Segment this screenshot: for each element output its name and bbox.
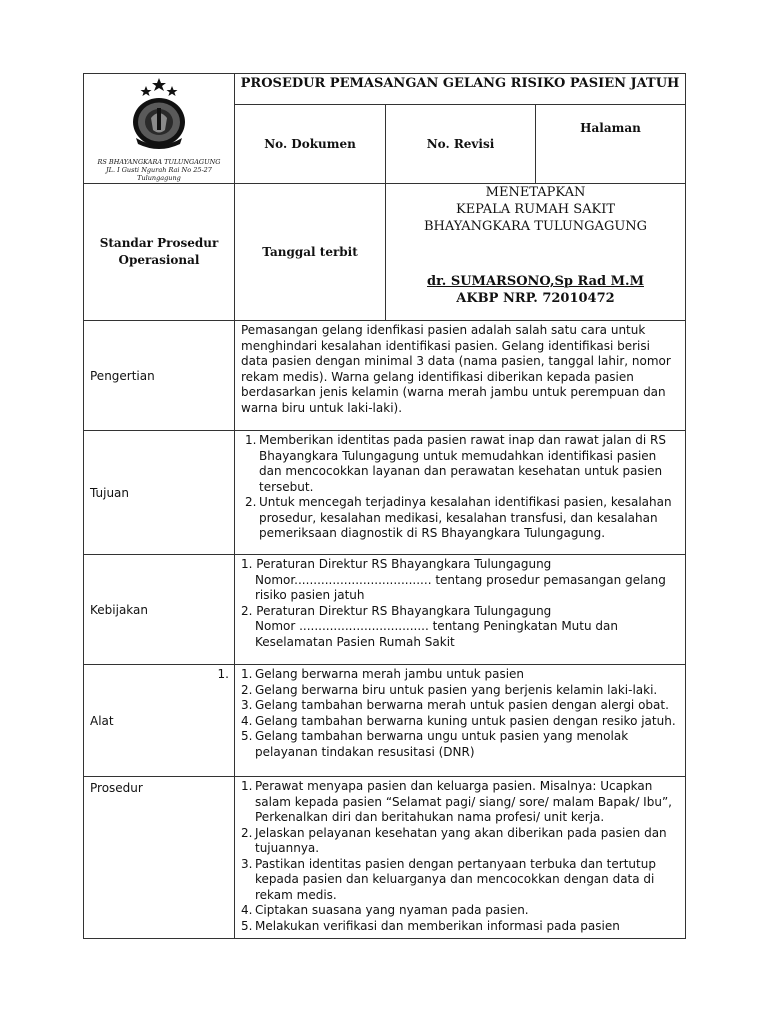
police-emblem-icon [84, 78, 234, 154]
no-revisi-label: No. Revisi [386, 105, 536, 184]
org-name: RS BHAYANGKARA TULUNGAGUNG [97, 158, 221, 166]
list-item: 2. Jelaskan pelayanan kesehatan yang akan diberikan pada pasien dan tujuannya. [241, 825, 667, 855]
kebijakan-label: Kebijakan [84, 555, 235, 665]
halaman-label: Halaman [536, 105, 686, 184]
kebijakan-item-2-cont: Keselamatan Pasien Rumah Sakit [255, 634, 455, 649]
document-title: PROSEDUR PEMASANGAN GELANG RISIKO PASIEN JATUH [235, 74, 686, 105]
list-item: 2. Gelang berwarna biru untuk pasien yang berjenis kelamin laki-laki. [241, 682, 658, 697]
list-item: 1. Perawat menyapa pasien dan keluarga pasien. Misalnya: Ucapkan salam kepada pasien “Selamat pagi/ siang/ sore/ malam Bapak/ Ibu”, Perkenalkan diri dan beritahukan nama profesi/ unit kerja. [241, 779, 672, 824]
list-item: 3. Gelang tambahan berwarna merah untuk pasien dengan alergi obat. [241, 698, 669, 712]
tujuan-label: Tujuan [84, 431, 235, 555]
alat-label-cell [84, 665, 235, 777]
list-item: 2. Untuk mencegah terjadinya kesalahan identifikasi pasien, kesalahan prosedur, kesalahan medikasi, kesalahan transfusi, dan kesalahan pemeriksaan diagnostik di RS Bhayangkara Tulungagung. [245, 495, 672, 540]
kebijakan-item-2-nomor: Nomor .................................. tentang Peningkatan Mutu dan [255, 619, 618, 633]
alat-label: Alat [90, 713, 114, 728]
signer-nrp: AKBP NRP. 72010472 [456, 291, 615, 306]
prosedur-content [235, 777, 686, 939]
pengertian-label: Pengertian [84, 321, 235, 431]
kepala-text: KEPALA RUMAH SAKIT [455, 202, 616, 217]
sop-table [83, 73, 686, 939]
sop-document [83, 73, 685, 939]
list-item: 1. Memberikan identitas pada pasien rawat inap dan rawat jalan di RS Bhayangkara Tulungagung untuk memudahkan identifikasi pasien dan mencocokkan layanan dan perawatan kesehatan untuk pasien tersebut. [245, 433, 667, 494]
list-item: 3. Pastikan identitas pasien dengan pertanyaan terbuka dan tertutup kepada pasien dan keluarganya dan mencocokkan dengan data di rekam medis. [241, 856, 656, 902]
org-address: JL. I Gusti Ngurah Rai No 25-27 [106, 166, 212, 174]
list-item: 5. Melakukan verifikasi dan memberikan informasi pada pasien [241, 918, 620, 933]
no-dokumen-label: No. Dokumen [235, 105, 386, 184]
tanggal-terbit-label: Tanggal terbit [235, 184, 386, 321]
logo-cell [84, 74, 235, 184]
prosedur-label: Prosedur [84, 777, 235, 939]
kebijakan-content [235, 555, 686, 665]
alat-content [235, 665, 686, 777]
sop-label: Standar Prosedur Operasional [84, 184, 235, 321]
kebijakan-item-1-nomor: Nomor.................................... tentang prosedur pemasangan gelang [255, 572, 666, 587]
org-city: Tulungagung [137, 174, 181, 182]
signer-name: dr. SUMARSONO,Sp Rad M.M [427, 274, 644, 289]
pengertian-text: Pemasangan gelang idenfikasi pasien adalah salah satu cara untuk menghindari kesalahan identifikasi pasien. Gelang identifikasi berisi data pasien dengan minimal 3 data (nama pasien, tanggal lahir, nomor rekam medis). Warna gelang identifikasi diberikan kepada pasien berdasarkan jenis kelamin (warna merah jambu untuk perempuan dan warna biru untuk laki-laki). [235, 321, 686, 431]
list-item: 4. Ciptakan suasana yang nyaman pada pasien. [241, 903, 529, 917]
rs-text: BHAYANGKARA TULUNGAGUNG [423, 219, 648, 234]
list-item: 1. Gelang berwarna merah jambu untuk pasien [241, 667, 525, 681]
list-item: 4. Gelang tambahan berwarna kuning untuk pasien dengan resiko jatuh. [241, 713, 676, 728]
kebijakan-item-1-cont: risiko pasien jatuh [255, 588, 365, 602]
menetapkan-text: MENETAPKAN [485, 185, 586, 200]
tujuan-content [235, 431, 686, 555]
kebijakan-item-2: 2. Peraturan Direktur RS Bhayangkara Tulungagung [241, 603, 552, 618]
alat-marker: 1. [217, 667, 229, 681]
approval-block [386, 184, 686, 321]
kebijakan-item-1: 1. Peraturan Direktur RS Bhayangkara Tulungagung [241, 557, 552, 571]
list-item: 5. Gelang tambahan berwarna ungu untuk pasien yang menolak pelayanan tindakan resusitasi (DNR) [241, 729, 629, 759]
